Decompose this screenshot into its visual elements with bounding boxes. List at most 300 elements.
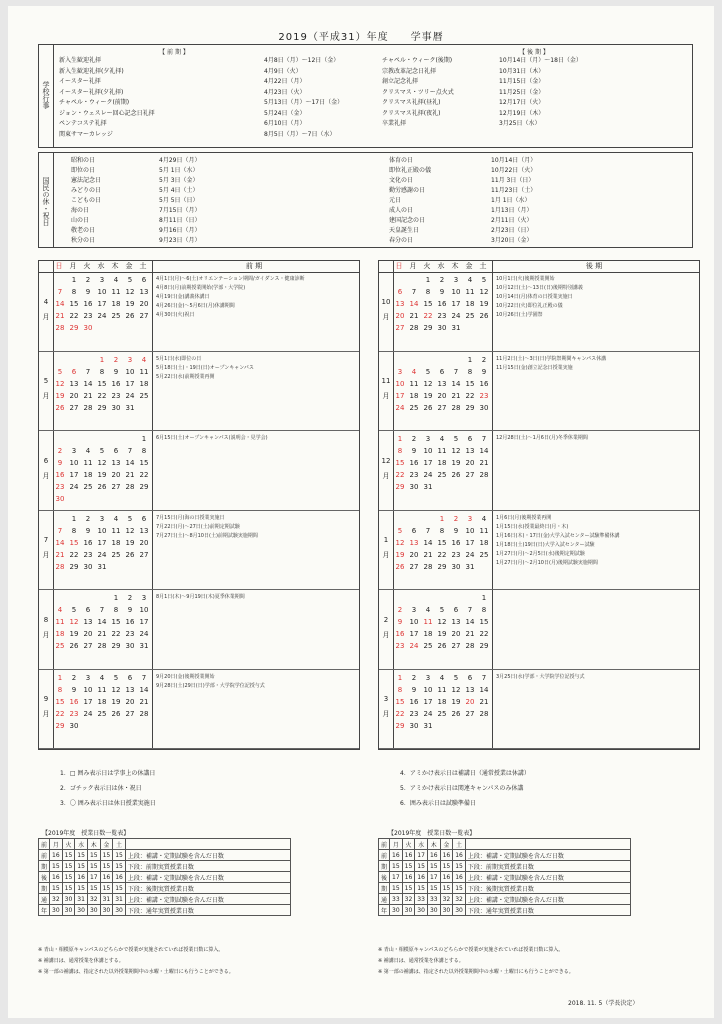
calendar-day: 17 [423, 459, 433, 467]
calendar-day: 12 [395, 538, 405, 547]
calendar-day: 5 [439, 606, 445, 614]
calendar-day: 14 [83, 379, 93, 388]
calendar-note: 1月27日(月)～2月10日(月)後期試験実施期間 [496, 559, 598, 566]
count-cell: 31 [113, 894, 126, 905]
calendar-day: 13 [139, 526, 149, 535]
count-row-label: 後 [39, 872, 50, 883]
calendar-day: 25 [55, 642, 65, 650]
month-label: 6 [43, 456, 49, 465]
calendar-day: 3 [397, 367, 403, 376]
calendar-day: 17 [97, 538, 107, 547]
calendar-day: 2 [439, 276, 445, 284]
calendar-day: 8 [439, 526, 445, 535]
calendar-day: 17 [125, 379, 135, 388]
count-head: 金 [440, 839, 453, 850]
holiday-name: 勤労感謝の日 [389, 187, 426, 194]
count-head [465, 839, 630, 850]
calendar-day: 12 [125, 288, 135, 296]
calendar-day: 4 [141, 355, 147, 364]
month-block [39, 272, 359, 352]
calendar-note: 5月1日(水)即位の日 [156, 355, 202, 362]
calendar-day: 22 [111, 630, 121, 638]
month-label: 3 [383, 695, 389, 704]
calendar-day: 23 [83, 550, 93, 559]
calendar-day: 26 [69, 642, 79, 650]
calendar-day: 28 [423, 562, 433, 571]
calendar-day: 15 [437, 538, 447, 547]
document-page [8, 6, 714, 1018]
calendar-note: 4月8日(月)前期授業開始(学部・大学院) [156, 285, 246, 291]
calendar-day: 11 [423, 618, 433, 626]
calendar-note: 10月26日(土)学園祭 [496, 312, 543, 318]
calendar-day: 14 [479, 447, 489, 455]
calendar-day: 29 [395, 721, 405, 730]
calendar-day: 26 [97, 483, 107, 491]
calendar-day: 28 [451, 403, 461, 412]
event-name: 卒業礼拝 [382, 120, 407, 127]
calendar-day: 2 [453, 514, 459, 523]
calendar-day: 20 [409, 550, 419, 559]
calendar-day: 20 [139, 538, 149, 547]
calendar-day: 8 [467, 367, 473, 376]
count-cell: 16 [402, 872, 415, 883]
count-cell: 16 [453, 872, 466, 883]
calendar-day: 31 [423, 483, 433, 491]
calendar-day: 2 [57, 447, 63, 455]
calendar-day: 7 [57, 526, 63, 535]
weekday-label: 月 [69, 262, 77, 270]
calendar-day: 13 [395, 300, 405, 308]
calendar-note: 7月15日(月)海の日授業実施日 [156, 514, 225, 521]
count-row-label: 期 [379, 861, 390, 872]
calendar-day: 20 [83, 630, 93, 638]
month-label: 10 [381, 297, 391, 306]
calendar-day: 15 [423, 300, 433, 308]
count-cell: 15 [62, 850, 75, 861]
calendar-day: 25 [423, 642, 433, 650]
calendar-day: 16 [55, 471, 65, 479]
calendar-day: 16 [125, 618, 135, 626]
calendar-day: 1 [481, 594, 487, 602]
calendar-day: 13 [125, 685, 135, 694]
calendar-day: 27 [395, 324, 405, 332]
calendar-day: 7 [481, 435, 487, 443]
count-head: 月 [50, 839, 63, 850]
month-block [39, 590, 359, 670]
calendar-day: 13 [69, 379, 79, 388]
calendar-day: 20 [437, 391, 447, 400]
count-desc: 上段：補講・定期試験を含んだ日数 [125, 894, 290, 905]
calendar-day: 7 [481, 673, 487, 682]
calendar-day: 9 [127, 606, 133, 614]
calendar-day: 8 [71, 288, 77, 296]
calendar-day: 14 [465, 618, 475, 626]
count-head: 水 [75, 839, 88, 850]
holiday-name: 敬老の日 [71, 227, 96, 234]
calendar-day: 15 [479, 618, 489, 626]
calendar-day: 16 [69, 697, 79, 706]
calendar-note: 1月16日(木)・17日(金)大学入試センター試験準備休講 [496, 532, 620, 539]
calendar-day: 15 [395, 459, 405, 467]
calendar-day: 21 [55, 550, 65, 559]
calendar-day: 24 [97, 550, 107, 559]
holiday-date: 5月 3日（金） [159, 177, 199, 184]
calendar-note: 10月22日(火)即位礼正殿の儀 [496, 303, 563, 309]
calendar-day: 14 [139, 685, 149, 694]
calendar-day: 5 [453, 435, 459, 443]
calendar-day: 29 [69, 562, 79, 571]
holiday-date: 11月 3日（日） [491, 177, 535, 184]
event-name: チャペル・ウィーク(後期) [382, 57, 453, 64]
event-name: 新入生歓迎礼拝(夕礼拝) [59, 67, 124, 75]
calendar-day: 25 [83, 483, 93, 491]
calendar-day: 15 [465, 379, 475, 388]
calendar-day: 6 [127, 673, 133, 682]
calendar-day: 7 [467, 606, 473, 614]
calendar-day: 23 [437, 312, 447, 320]
calendar-day: 23 [69, 709, 79, 718]
event-date: 4月23日（火） [264, 88, 306, 96]
calendar-day: 15 [97, 379, 107, 388]
calendar-day: 5 [127, 276, 133, 284]
event-date: 5月24日（金） [264, 109, 306, 117]
calendar-day: 31 [139, 642, 149, 650]
count-cell: 15 [390, 861, 403, 872]
count-cell: 15 [100, 861, 113, 872]
month-label: 12 [381, 456, 391, 465]
calendar-day: 23 [55, 483, 65, 491]
calendar-day: 14 [409, 300, 419, 308]
legend-item: 5．アミかけ表示日は関連キャンパスのみ休講 [400, 785, 524, 792]
calendar-note: 9月20日(金)後期授業開始 [156, 673, 215, 680]
count-cell: 16 [113, 872, 126, 883]
calendar-day: 31 [451, 324, 461, 332]
calendar-note: 9月28日(土)29日(日)学部・大学院学位記授与式 [156, 682, 265, 689]
calendar-day: 27 [111, 483, 121, 491]
calendar-note: 12月28日(土)～1月6日(月)冬季休業期間 [496, 435, 588, 441]
calendar-day: 7 [57, 288, 63, 296]
calendar-day: 23 [479, 391, 489, 400]
calendar-day: 29 [139, 483, 149, 491]
count-desc: 下段：後期実質授業日数 [125, 883, 290, 894]
event-date: 4月8日（月）～12日（金） [264, 57, 340, 64]
calendar-day: 30 [479, 403, 489, 412]
count-cell: 16 [75, 872, 88, 883]
count-cell: 15 [415, 861, 428, 872]
calendar-day: 20 [111, 471, 121, 479]
count-head: 火 [62, 839, 75, 850]
calendar-day: 8 [481, 606, 487, 614]
count-head: 土 [113, 839, 126, 850]
calendar-day: 19 [69, 630, 79, 638]
calendar-day: 4 [113, 276, 119, 284]
calendar-day: 3 [71, 447, 77, 455]
calendar-day: 4 [57, 606, 63, 614]
calendar-day: 18 [111, 300, 121, 308]
event-date: 6月10日（月） [264, 120, 306, 127]
calendar-day: 4 [411, 367, 417, 376]
count-cell: 32 [402, 894, 415, 905]
calendar-day: 13 [451, 618, 461, 626]
holiday-date: 5月 5日（日） [159, 197, 199, 204]
calendar-day: 10 [465, 526, 475, 535]
calendar-day: 19 [437, 630, 447, 638]
event-date: 4月22日（月） [264, 78, 306, 85]
calendar-day: 1 [397, 435, 403, 443]
calendar-day: 8 [99, 367, 105, 376]
count-cell: 15 [62, 872, 75, 883]
calendar-day: 9 [113, 367, 119, 376]
month-label: 11 [381, 377, 391, 386]
calendar-day: 2 [85, 276, 91, 284]
calendar-day: 10 [423, 447, 433, 455]
calendar-day: 4 [439, 673, 445, 682]
calendar-day: 7 [99, 606, 105, 614]
calendar-day: 28 [55, 324, 65, 332]
calendar-day: 10 [97, 288, 107, 296]
calendar-day: 3 [453, 276, 459, 284]
calendar-day: 18 [437, 697, 447, 706]
calendar-day: 12 [451, 447, 461, 455]
footnote: ※ 補講日は、通常授業を休講とする。 [38, 958, 124, 964]
weekday-label: 金 [465, 262, 473, 270]
calendar-day: 10 [451, 288, 461, 296]
count-row-label: 後 [379, 872, 390, 883]
calendar-day: 22 [69, 312, 79, 320]
calendar-day: 10 [139, 606, 149, 614]
calendar-day: 5 [99, 447, 105, 455]
calendar-day: 25 [479, 550, 489, 559]
calendar-day: 29 [479, 642, 489, 650]
count-cell: 15 [113, 883, 126, 894]
calendar-day: 3 [411, 606, 417, 614]
calendar-day: 4 [425, 606, 431, 614]
event-name: 新入生歓迎礼拝 [59, 57, 102, 64]
weekday-label: 木 [111, 262, 119, 270]
holiday-name: 元日 [389, 197, 402, 204]
calendar-day: 17 [69, 471, 79, 479]
calendar-day: 1 [71, 276, 77, 284]
period-header: 前 期 [245, 262, 263, 270]
count-second-caption: 【2019年度 授業日数一覧表】 [388, 830, 476, 837]
month-block [39, 352, 359, 432]
event-date: 12月17日（火） [499, 99, 545, 106]
calendar-day: 3 [99, 514, 105, 523]
month-block [379, 431, 699, 511]
calendar-day: 5 [481, 276, 487, 284]
calendar-day: 27 [139, 312, 149, 320]
count-cell: 15 [50, 861, 63, 872]
count-head: 土 [453, 839, 466, 850]
calendar-day: 12 [111, 685, 121, 694]
count-cell: 30 [62, 894, 75, 905]
count-head: 木 [427, 839, 440, 850]
month-suffix: 月 [42, 392, 50, 401]
calendar-day: 26 [55, 403, 65, 412]
count-cell: 15 [75, 861, 88, 872]
count-cell: 16 [440, 872, 453, 883]
count-cell: 15 [402, 883, 415, 894]
calendar-day: 24 [423, 471, 433, 479]
calendar-day: 20 [465, 697, 475, 706]
calendar-day: 12 [451, 685, 461, 694]
calendar-day: 14 [55, 300, 65, 308]
calendar-day: 22 [395, 471, 405, 479]
events-second-header: 【 後 期 】 [519, 49, 549, 56]
calendar-day: 5 [453, 673, 459, 682]
calendar-day: 18 [139, 379, 149, 388]
count-row-label: 前 [379, 850, 390, 861]
holiday-name: 秋分の日 [71, 237, 96, 244]
count-head [125, 839, 290, 850]
calendar-day: 17 [139, 618, 149, 626]
count-cell: 16 [440, 850, 453, 861]
calendar-day: 22 [465, 391, 475, 400]
calendar-day: 19 [479, 300, 489, 308]
calendar-day: 6 [453, 606, 459, 614]
calendar-day: 24 [451, 312, 461, 320]
calendar-day: 9 [411, 685, 417, 694]
calendar-day: 24 [423, 709, 433, 718]
calendar-note: 4月1日(月)～6(土)オリエンテーション期間/ガイダンス・健康診断 [156, 276, 305, 282]
holiday-name: みどりの日 [71, 187, 102, 194]
calendar-day: 21 [451, 391, 461, 400]
calendar-day: 30 [409, 721, 419, 730]
calendar-day: 13 [111, 459, 121, 467]
calendar-day: 23 [395, 642, 405, 650]
count-desc: 上段：補講・定期試験を含んだ日数 [465, 894, 630, 905]
count-cell: 32 [440, 894, 453, 905]
calendar-day: 6 [439, 367, 445, 376]
count-desc: 下段：後期実質授業日数 [465, 883, 630, 894]
calendar-day: 16 [479, 379, 489, 388]
count-head: 前 [379, 839, 390, 850]
month-suffix: 月 [42, 312, 50, 321]
count-cell: 32 [87, 894, 100, 905]
calendar-day: 19 [451, 459, 461, 467]
holiday-date: 8月11日（日） [159, 217, 201, 224]
calendar-day: 9 [411, 447, 417, 455]
count-cell: 30 [427, 905, 440, 916]
event-name: イースター礼拝(夕礼拝) [59, 88, 124, 96]
calendar-note: 8月1日(木)～9月19日(木)夏季休業期間 [156, 594, 245, 600]
footnote: ※ 第一部の補講は、指定された以外授業期間中の水曜・土曜日にも行うことができる。 [38, 969, 234, 975]
calendar-day: 22 [437, 550, 447, 559]
calendar-day: 27 [437, 403, 447, 412]
event-name: イースター礼拝 [59, 78, 101, 85]
calendar-day: 31 [97, 562, 107, 571]
calendar-day: 10 [125, 367, 135, 376]
calendar-day: 6 [141, 276, 147, 284]
count-cell: 16 [427, 850, 440, 861]
count-cell: 15 [87, 850, 100, 861]
calendar-day: 26 [437, 642, 447, 650]
event-date: 4月9日（火） [264, 67, 302, 75]
calendar-day: 7 [127, 447, 133, 455]
calendar-day: 18 [465, 300, 475, 308]
calendar-day: 9 [481, 367, 487, 376]
calendar-day: 31 [423, 721, 433, 730]
calendar-day: 17 [451, 300, 461, 308]
holiday-name: 成人の日 [389, 207, 414, 214]
calendar-day: 11 [111, 288, 121, 296]
count-head: 金 [100, 839, 113, 850]
month-label: 5 [43, 377, 49, 386]
calendar-day: 11 [437, 447, 447, 455]
holiday-date: 5月 4日（土） [159, 187, 199, 194]
count-desc: 下段：前期実質授業日数 [465, 861, 630, 872]
calendar-day: 10 [395, 379, 405, 388]
calendar-day: 22 [423, 312, 433, 320]
weekday-label: 月 [409, 262, 417, 270]
calendar-day: 7 [453, 367, 459, 376]
calendar-day: 4 [467, 276, 473, 284]
events-box [38, 44, 693, 148]
calendar-day: 2 [85, 514, 91, 523]
calendar-day: 8 [57, 685, 63, 694]
calendar-note: 4月19日(金)講義休講日 [156, 294, 210, 300]
calendar-day: 9 [85, 288, 91, 296]
calendar-day: 29 [69, 324, 79, 332]
calendar-day: 8 [425, 288, 431, 296]
event-name: ジョン・ウェスレー回心記念日礼拝 [59, 109, 155, 117]
holiday-name: 天皇誕生日 [389, 227, 420, 234]
calendar-note: 1月6日(月)後期授業再開 [496, 514, 552, 521]
calendar-day: 5 [127, 514, 133, 523]
weekday-label: 土 [479, 262, 487, 270]
calendar-day: 21 [125, 471, 135, 479]
calendar-note: 5月22日(水)前期授業再開 [156, 373, 215, 380]
count-cell: 16 [453, 850, 466, 861]
holiday-name: 即位礼正殿の儀 [389, 167, 432, 174]
calendar-day: 18 [97, 697, 107, 706]
calendar-day: 16 [83, 538, 93, 547]
month-block [379, 590, 699, 670]
count-cell: 15 [75, 850, 88, 861]
calendar-note: 1月27日(月)～2月5日(水)後期定期試験 [496, 550, 585, 557]
calendar-day: 17 [83, 697, 93, 706]
calendar-day: 25 [111, 550, 121, 559]
calendar-day: 23 [125, 630, 135, 638]
holiday-date: 10月22日（火） [491, 167, 537, 174]
calendar-day: 29 [55, 721, 65, 730]
holiday-date: 9月16日（月） [159, 227, 201, 234]
calendar-note: 10月12日(土)～13日(日)後期特別講義 [496, 285, 583, 291]
calendar-day: 29 [97, 403, 107, 412]
count-cell: 15 [390, 883, 403, 894]
calendar-day: 11 [97, 685, 107, 694]
count-cell: 31 [100, 894, 113, 905]
calendar-day: 31 [465, 562, 475, 571]
calendar-day: 10 [409, 618, 419, 626]
footnote: ※ 補講日は、通常授業を休講とする。 [378, 958, 464, 964]
month-block [39, 670, 359, 750]
count-cell: 16 [415, 872, 428, 883]
calendar-day: 18 [479, 538, 489, 547]
count-table-second [378, 838, 631, 916]
calendar-day: 6 [85, 606, 91, 614]
calendar-day: 26 [451, 471, 461, 479]
weekday-label: 日 [395, 262, 403, 270]
calendar-day: 24 [83, 709, 93, 718]
calendar-day: 30 [451, 562, 461, 571]
calendar-day: 15 [69, 300, 79, 308]
event-date: 3月25日（水） [499, 120, 541, 127]
calendar-day: 17 [395, 391, 405, 400]
calendar-day: 31 [125, 403, 135, 412]
count-desc: 下段：通年実質授業日数 [125, 905, 290, 916]
calendar-day: 6 [113, 447, 119, 455]
